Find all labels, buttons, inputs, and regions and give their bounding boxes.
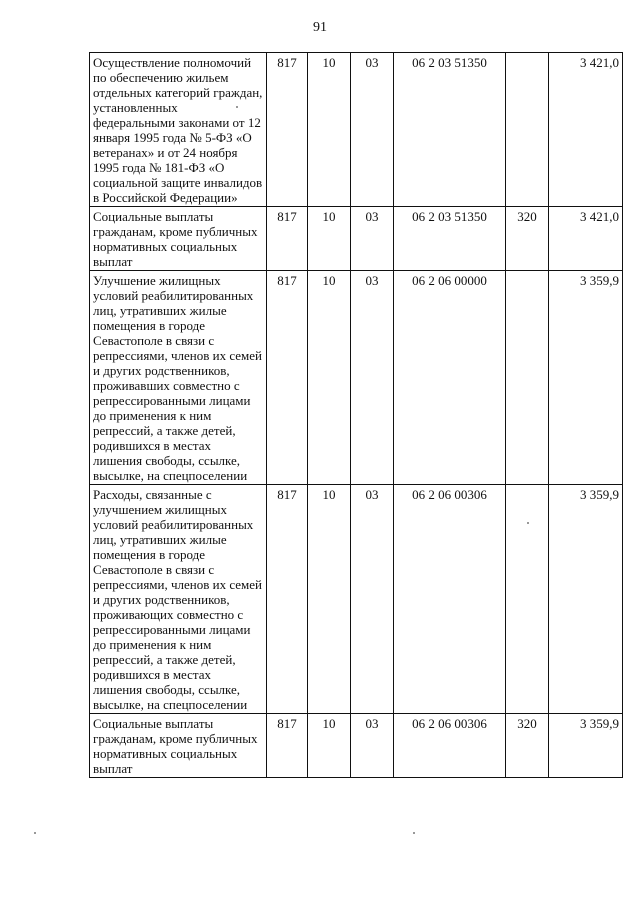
department-code-cell: 817: [267, 271, 308, 485]
budget-table: [89, 52, 623, 778]
row-name-cell: Расходы, связанные с улучшением жилищных условий реабилитированных лиц, утративших жилые помещения в городе Севастополе в связи с репрессиями, членов их семей и других родственников, проживающих совместно с репрессированными лицами до применения к ним репрессий, а также детей, родившихся в местах лишения свободы, ссылке, высылке, на спецпоселении: [90, 485, 267, 714]
target-item-code-cell: 06 2 03 51350: [394, 53, 506, 207]
department-code-cell: 817: [267, 714, 308, 778]
scan-speck: [34, 832, 36, 834]
section-code-cell: 10: [308, 53, 351, 207]
section-code-cell: 10: [308, 271, 351, 485]
row-name-cell: Осуществление полномочий по обеспечению жильем отдельных категорий граждан, установленных федеральными законами от 12 января 1995 года № 5-ФЗ «О ветеранах» и от 24 ноября 1995 года № 181-ФЗ «О социальной защите инвалидов в Российской Федерации»: [90, 53, 267, 207]
table-row: [90, 714, 623, 778]
scan-speck: [236, 106, 238, 108]
table-row: [90, 485, 623, 714]
row-name-cell: Улучшение жилищных условий реабилитированных лиц, утративших жилые помещения в городе Севастополе в связи с репрессиями, членов их семей и других родственников, проживавших совместно с репрессированными лицами до применения к ним репрессий, а также детей, родившихся в местах лишения свободы, ссылке, высылке, на спецпоселении: [90, 271, 267, 485]
amount-cell: 3 359,9: [549, 271, 623, 485]
amount-cell: 3 359,9: [549, 485, 623, 714]
section-code-cell: 10: [308, 485, 351, 714]
table-row: [90, 207, 623, 271]
target-item-code-cell: 06 2 06 00306: [394, 714, 506, 778]
expense-type-code-cell: [506, 271, 549, 485]
subsection-code-cell: 03: [351, 53, 394, 207]
amount-cell: 3 421,0: [549, 53, 623, 207]
department-code-cell: 817: [267, 207, 308, 271]
scan-speck: [413, 832, 415, 834]
target-item-code-cell: 06 2 06 00306: [394, 485, 506, 714]
expense-type-code-cell: 320: [506, 714, 549, 778]
subsection-code-cell: 03: [351, 271, 394, 485]
target-item-code-cell: 06 2 03 51350: [394, 207, 506, 271]
table-row: [90, 53, 623, 207]
table-row: [90, 271, 623, 485]
row-name-cell: Социальные выплаты гражданам, кроме публичных нормативных социальных выплат: [90, 714, 267, 778]
expense-type-code-cell: 320: [506, 207, 549, 271]
subsection-code-cell: 03: [351, 485, 394, 714]
section-code-cell: 10: [308, 714, 351, 778]
expense-type-code-cell: [506, 53, 549, 207]
page-number: 91: [313, 20, 327, 35]
subsection-code-cell: 03: [351, 207, 394, 271]
amount-cell: 3 421,0: [549, 207, 623, 271]
amount-cell: 3 359,9: [549, 714, 623, 778]
target-item-code-cell: 06 2 06 00000: [394, 271, 506, 485]
scan-speck: [527, 522, 529, 524]
row-name-cell: Социальные выплаты гражданам, кроме публичных нормативных социальных выплат: [90, 207, 267, 271]
department-code-cell: 817: [267, 485, 308, 714]
department-code-cell: 817: [267, 53, 308, 207]
subsection-code-cell: 03: [351, 714, 394, 778]
section-code-cell: 10: [308, 207, 351, 271]
expense-type-code-cell: [506, 485, 549, 714]
